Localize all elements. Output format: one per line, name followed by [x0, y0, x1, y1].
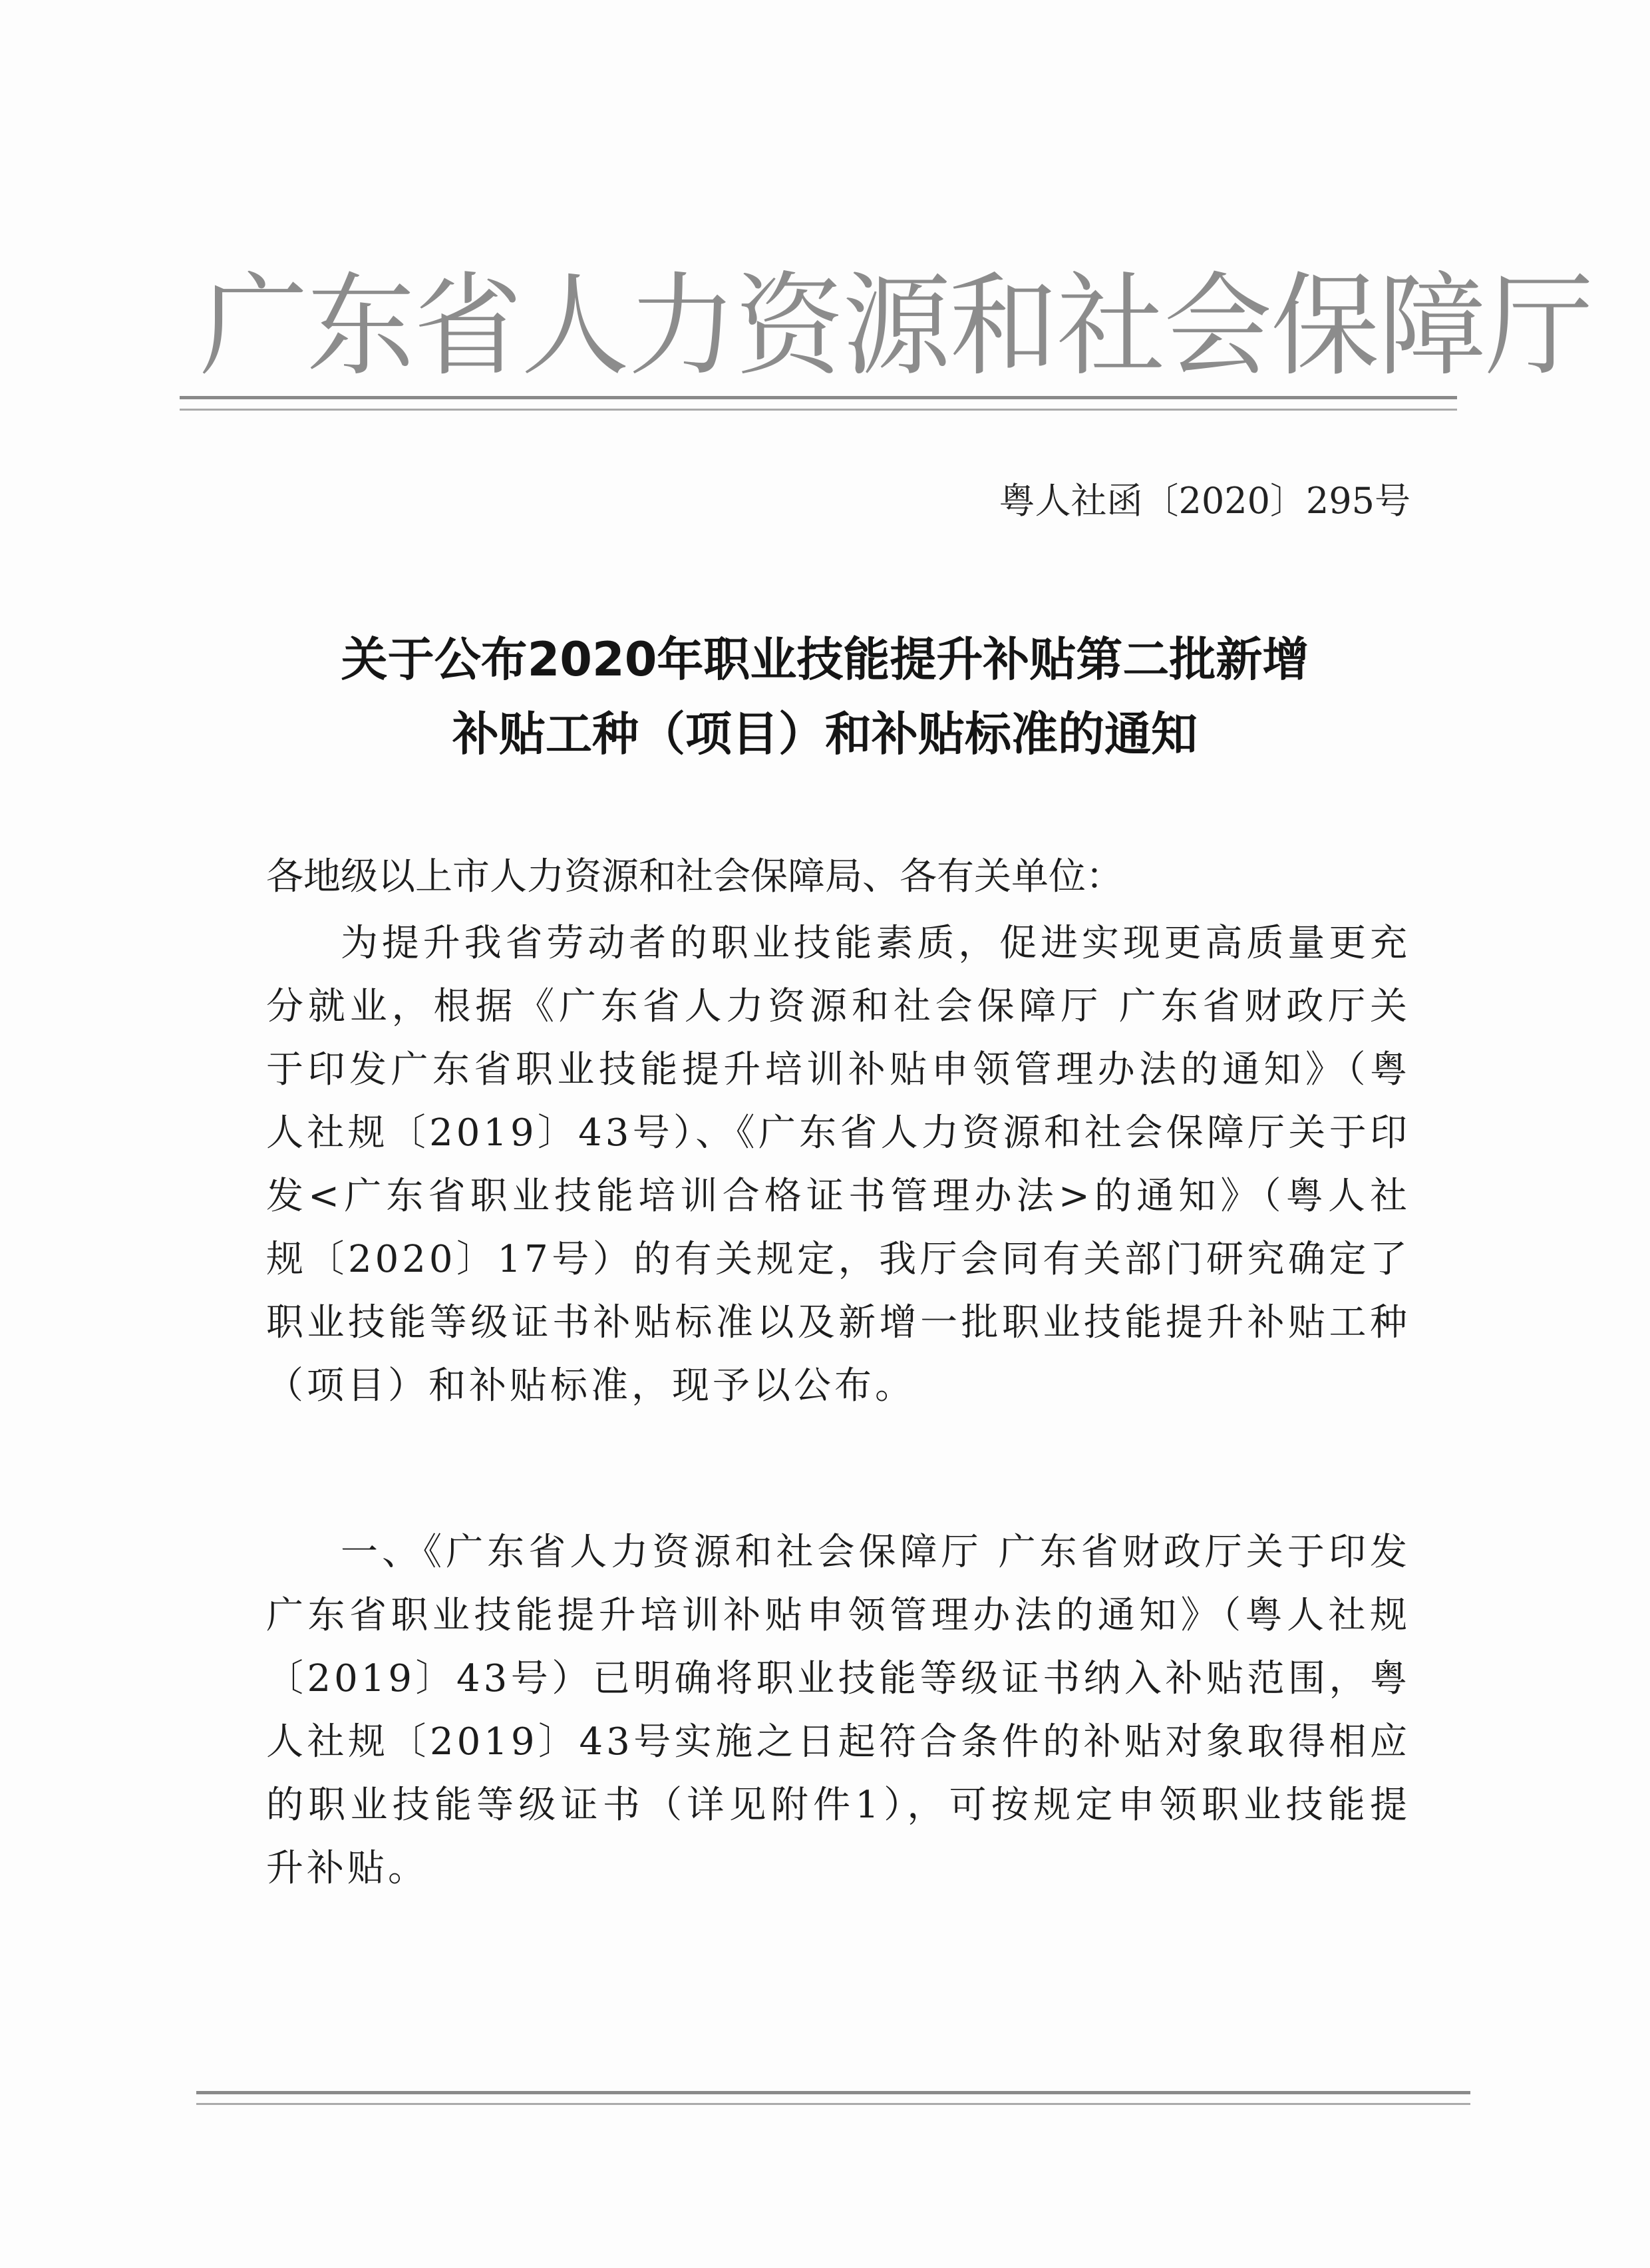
footer-rule — [196, 2091, 1470, 2094]
document-title — [200, 622, 1450, 771]
document-title-line-2: 补贴工种（项目）和补贴标准的通知 — [452, 707, 1198, 761]
letterhead-rule-thin — [180, 409, 1457, 411]
document-title-line-1: 关于公布2020年职业技能提升补贴第二批新增 — [341, 632, 1309, 687]
salutation: 各地级以上市人力资源和社会保障局、各有关单位： — [266, 855, 1123, 898]
letterhead-title: 广东省人力资源和社会保障厅 — [200, 261, 1593, 391]
body-paragraph: 为提升我省劳动者的职业技能素质，促进实现更高质量更充分就业，根据《广东省人力资源和社会保障厅 广东省财政厅关于印发广东省职业技能提升培训补贴申领管理办法的通知》（粤人社规〔2019〕43号）、《广东省人力资源和社会保障厅关于印发<广东省职业技能培训合格证书管理办法>的通知》（粤人社规〔2020〕17号）的有关规定，我厅会同有关部门研究确定了职业技能等级证书补贴标准以及新增一批职业技能提升补贴工种（项目）和补贴标准，现予以公布。 — [266, 922, 1410, 1408]
letterhead-rule — [180, 396, 1457, 399]
footer-rule-thin — [196, 2103, 1470, 2105]
document-number: 粤人社函〔2020〕295号 — [999, 480, 1410, 522]
body-paragraph: 一、《广东省人力资源和社会保障厅 广东省财政厅关于印发广东省职业技能提升培训补贴申领管理办法的通知》（粤人社规〔2019〕43号）已明确将职业技能等级证书纳入补贴范围，粤人社规〔2019〕43号实施之日起符合条件的补贴对象取得相应的职业技能等级证书（详见附件1），可按规定申领职业技能提升补贴。 — [266, 1531, 1410, 1890]
